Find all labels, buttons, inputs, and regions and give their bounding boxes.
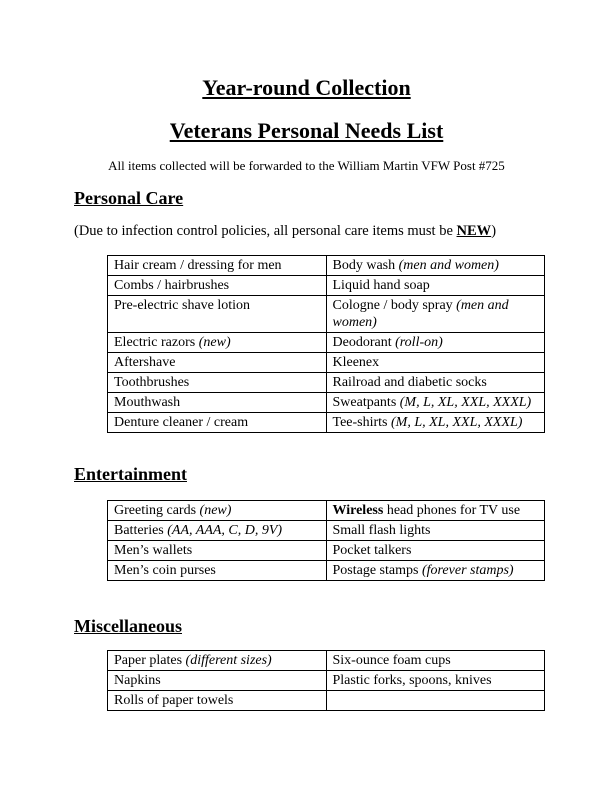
item-name: Napkins (114, 673, 161, 688)
item-cell-left (108, 413, 327, 433)
item-detail: (forever stamps) (421, 563, 514, 578)
item-name: Denture cleaner / cream (114, 415, 249, 430)
item-name: Six-ounce foam cups (332, 653, 451, 668)
item-cell-right (326, 691, 545, 711)
item-name: Toothbrushes (114, 375, 190, 390)
item-name: Body wash (332, 258, 399, 273)
personal-care-rows (108, 256, 545, 433)
item-name: Plastic forks, spoons, knives (332, 673, 492, 688)
item-name: Mouthwash (114, 395, 181, 410)
item-cell-right (326, 353, 545, 373)
note-suffix: ) (491, 223, 497, 239)
item-cell-right (326, 373, 545, 393)
infection-control-note (74, 223, 496, 240)
item-name: Greeting cards (114, 503, 200, 518)
item-cell-right (326, 333, 545, 353)
item-name: Deodorant (332, 335, 396, 350)
item-name: Men’s wallets (114, 543, 193, 558)
miscellaneous-rows (108, 651, 545, 711)
item-name: Tee-shirts (332, 415, 392, 430)
table-row (108, 393, 545, 413)
item-cell-left (108, 541, 327, 561)
item-name: Kleenex (332, 355, 380, 370)
item-name: Paper plates (114, 653, 186, 668)
item-name: Pre-electric shave lotion (114, 298, 251, 313)
item-cell-right (326, 393, 545, 413)
entertainment-table (107, 500, 545, 581)
item-name: Batteries (114, 523, 168, 538)
section-heading-personal-care: Personal Care (74, 188, 184, 208)
item-name: Aftershave (114, 355, 176, 370)
item-detail: (M, L, XL, XXL, XXXL) (391, 415, 523, 430)
table-row (108, 691, 545, 711)
item-cell-left (108, 296, 327, 333)
note-prefix: (Due to infection control policies, all personal care items must be (74, 223, 457, 239)
item-cell-right (326, 561, 545, 581)
item-cell-right (326, 256, 545, 276)
table-row (108, 333, 545, 353)
forwarding-note: All items collected will be forwarded to the William Martin VFW Post #725 (108, 158, 505, 173)
item-cell-right (326, 521, 545, 541)
table-row (108, 671, 545, 691)
item-cell-left (108, 501, 327, 521)
item-cell-left (108, 373, 327, 393)
table-row (108, 296, 545, 333)
item-name: Combs / hairbrushes (114, 278, 230, 293)
item-cell-right (326, 276, 545, 296)
item-name: Hair cream / dressing for men (114, 258, 282, 273)
item-detail: (different sizes) (185, 653, 272, 668)
item-cell-left (108, 651, 327, 671)
item-detail: (new) (199, 503, 232, 518)
item-cell-left (108, 521, 327, 541)
item-cell-left (108, 276, 327, 296)
item-name: Postage stamps (332, 563, 422, 578)
table-row (108, 561, 545, 581)
item-name: Men’s coin purses (114, 563, 216, 578)
table-row (108, 256, 545, 276)
item-name: Sweatpants (332, 395, 400, 410)
item-detail: (men and women) (398, 258, 499, 273)
table-row (108, 373, 545, 393)
item-cell-left (108, 353, 327, 373)
table-row (108, 353, 545, 373)
item-cell-right (326, 541, 545, 561)
note-emphasis: NEW (456, 223, 492, 239)
item-cell-left (108, 561, 327, 581)
table-row (108, 521, 545, 541)
item-detail: (roll-on) (395, 335, 443, 350)
item-cell-left (108, 691, 327, 711)
item-name: Rolls of paper towels (114, 693, 234, 708)
item-name: Railroad and diabetic socks (332, 375, 487, 390)
page-title: Year-round Collection (202, 75, 411, 100)
item-detail: (AA, AAA, C, D, 9V) (167, 523, 283, 538)
item-name: Liquid hand soap (332, 278, 430, 293)
section-heading-miscellaneous: Miscellaneous (74, 616, 182, 636)
item-name: Electric razors (114, 335, 199, 350)
item-cell-left (108, 671, 327, 691)
item-cell-right (326, 671, 545, 691)
item-name: Small flash lights (332, 523, 431, 538)
item-name: head phones for TV use (383, 503, 521, 518)
table-row (108, 651, 545, 671)
item-detail: (new) (198, 335, 231, 350)
miscellaneous-table (107, 650, 545, 711)
item-name: Pocket talkers (332, 543, 412, 558)
table-row (108, 276, 545, 296)
entertainment-rows (108, 501, 545, 581)
table-row (108, 541, 545, 561)
item-emphasis: Wireless (332, 503, 384, 518)
item-detail: (M, L, XL, XXL, XXXL) (399, 395, 532, 410)
table-row (108, 501, 545, 521)
table-row (108, 413, 545, 433)
item-detail: (men and women) (332, 298, 509, 330)
section-heading-entertainment: Entertainment (74, 464, 187, 484)
item-cell-left (108, 333, 327, 353)
item-name: Cologne / body spray (332, 298, 457, 313)
item-cell-right (326, 296, 545, 333)
page-subtitle-heading: Veterans Personal Needs List (169, 118, 444, 143)
item-cell-right (326, 501, 545, 521)
item-cell-right (326, 651, 545, 671)
item-cell-left (108, 256, 327, 276)
item-cell-right (326, 413, 545, 433)
personal-care-table (107, 255, 545, 433)
item-cell-left (108, 393, 327, 413)
